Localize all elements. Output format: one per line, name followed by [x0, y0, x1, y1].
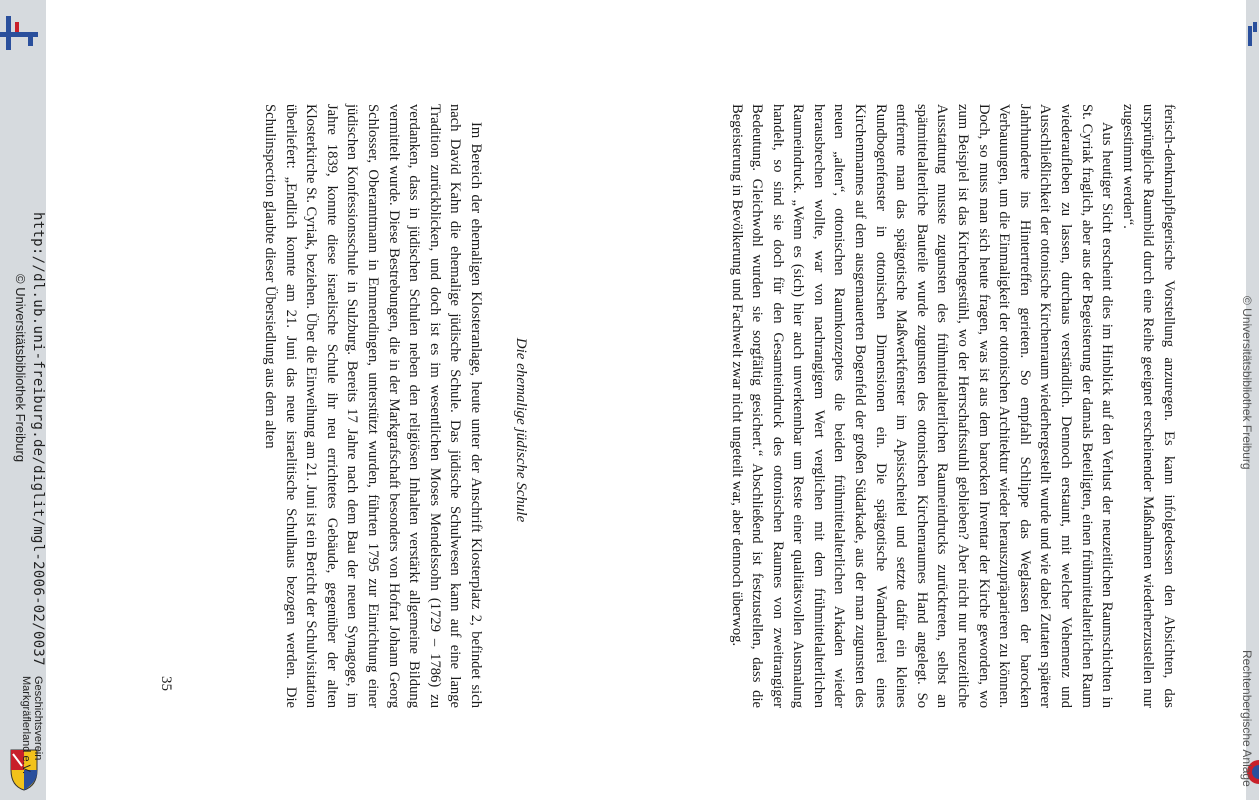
page-number: 35: [158, 676, 174, 691]
ub-logo-icon: [0, 14, 46, 54]
association-line: Geschichtsverein: [32, 676, 44, 761]
text-column-left: [259, 104, 486, 708]
edge-text-top: © Universitätsbibliothek Freiburg: [1240, 296, 1254, 470]
paragraph: ferisch-denkmalpflegerische Vorstellung anzuregen. Es kann infolgedessen den Absichten, das ursprüngliche Raumbild durch eine Reihe geeignet erscheinender Maßnahmen wiederherzustellen nur zugestimmt werden“.: [1119, 104, 1177, 708]
edge-text-bottom: Rechtenbergische Anlage: [1240, 650, 1254, 787]
scanned-page: [13, 0, 1254, 800]
paragraph: Im Bereich der ehemaligen Klosteranlage, heute unter der Anschrift Klosterplatz 2, befindet sich nach David Kahn die ehemalige jüdische Schule. Das jüdische Schulwesen kann auf eine lange Tradition zurückblicken, und doch ist es im wesentlichen Moses Mendelssohn (1729 – 1786) zu verdanken, dass in jüdischen Schulen neben den religiösen Inhalten verstärkt allgemeine Bildung vermittelt wurde. Diese Bestrebungen, die in der Markgrafschaft besonders von Hofrat Johann Georg Schlosser, Oberamtmann in Emmendingen, unterstützt wurden, führten 1795 zur Einrichtung einer jüdischen Konfessionsschule in Sulzburg. Bereits 17 Jahre nach dem Bau der neuen Synagoge, im Jahre 1839, konnte diese israelische Schule ihr neu errichtetes Gebäude, gegenüber der alten Klosterkirche St. Cyriak, beziehen. Über die Einweihung am 21. Juni ist ein Bericht der Schulvisitation überliefert: „Endlich konnte am 21. Juni das neue israelitische Schulhaus bezogen werden. Die Schulinspection glaubte dieser Übersiedlung aus dem alten: [262, 104, 484, 708]
text-column-right: [726, 104, 1179, 708]
copyright-text: © Universitätsbibliothek Freiburg: [13, 274, 28, 463]
paragraph: Aus heutiger Sicht erscheint dies im Hinblick auf den Verlust der neuzeitlichen Raumschichten in St. Cyriak fraglich, aber aus der Begeisterung der damals Beteiligten, einen frühmittelalterlichen Raum wiederaufleben zu lassen, durchaus verständlich. Dennoch erstaunt, mit welcher Vehemenz und Ausschließlichkeit der ottonische Kirchenraum wiederhergestellt wurde und wie dabei Zutaten späterer Jahrhunderte ins Hintertreffen gerieten. So empfahl Schlippe das Weglassen der barocken Verbauungen, um die Einmaligkeit der ottonischen Architektur wieder herauszupräparieren zu können. Doch, so muss man sich heute fragen, was ist aus dem barocken Inventar der Kirche geworden, wo zum Beispiel ist das Kirchengestühl, wo der Herrschaftsstuhl geblieben? Aber nicht nur neuzeitliche Ausstattung musste zugunsten des frühmittelalterlichen Raumeindrucks zurücktreten, selbst an spätmittelalterliche Bauteile wurde zugunsten des ottonischen Kirchenraumes Hand angelegt. So entfernte man das spätgotische Maßwerkfenster im Apsisscheitel und setzte dafür ein kleines Rundbogenfenster in ottonischen Dimensionen ein. Die spätgotische Wandmalerei eines Kirchenmannes auf dem ausgemauerten Bogenfeld der großen Südarkade, aus der man zugunsten des neuen „alten“, ottonischen Raumkonzeptes die beiden frühmittelalterlichen Arkaden wieder herausbrechen wollte, war von nachrangigem Wert verglichen mit dem frühmittelalterlichen Raumeindruck. „Wenn es (sich) hier auch unverkennbar um Reste einer qualitätsvollen Ausmalung handelt, so sind sie doch für den Gesamteindruck des ottonischen Raumes von zweitrangiger Bedeutung. Gleichwohl wurden sie sorgfältig gesichert.“ Abschließend ist festzustellen, dass die Begeisterung in Bevölkerung und Fachwelt zwar nicht ungeteilt war, aber dennoch überwog.: [728, 104, 1116, 708]
section-heading: Die ehemalige jüdische Schule: [513, 337, 529, 523]
ub-logo-fragment-icon: [1246, 20, 1259, 60]
association-name: [20, 676, 44, 774]
association-line: Markgräflerland e.V.: [20, 676, 32, 775]
source-url[interactable]: http://dl.ub.uni-freiburg.de/diglit/mgl-2006-02/0037: [30, 212, 46, 666]
